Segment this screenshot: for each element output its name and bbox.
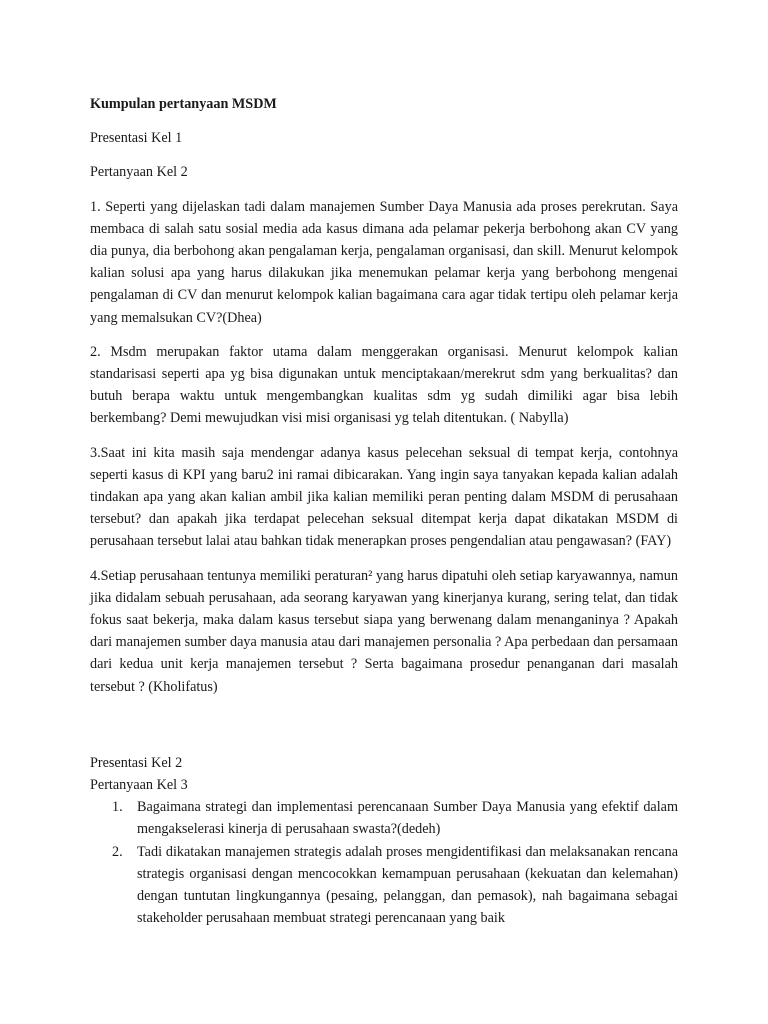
question-list — [90, 796, 678, 929]
question-paragraph: 1. Seperti yang dijelaskan tadi dalam manajemen Sumber Daya Manusia ada proses perekrutan. Saya membaca di salah satu sosial media ada kasus dimana ada pelamar pekerja berbohong akan CV yang dia punya, dia berbohong akan pengalaman kerja, pengalaman organisasi, dan skill. Menurut kelompok kalian solusi apa yang harus dilakukan jika menemukan pelamar kerja yang berbohong mengenai pengalaman di CV dan menurut kelompok kalian bagaimana cara agar tidak tertipu oleh pelamar kerja yang memalsukan CV?(Dhea) — [90, 198, 678, 326]
section-heading-presentasi-kel-2: Presentasi Kel 2 — [90, 754, 183, 771]
question-paragraph: 2. Msdm merupakan faktor utama dalam menggerakan organisasi. Menurut kelompok kalian standarisasi seperti apa yg bisa digunakan untuk menciptakaan/merekrut sdm yang berkualitas? dan butuh berapa waktu untuk mengembangkan kualitas sdm yg sudah dimiliki agar bisa lebih berkembang? Demi mewujudkan visi misi organisasi yg telah ditentukan. ( Nabylla) — [90, 343, 678, 427]
section-subheading-pertanyaan-kel-3: Pertanyaan Kel 3 — [90, 777, 188, 794]
list-item-text: Tadi dikatakan manajemen strategis adalah proses mengidentifikasi dan melaksanakan rencana strategis organisasi dengan mencocokkan kemampuan perusahaan (kekuatan dan kelemahan) dengan tuntutan lingkungannya (pesaing, pelanggan, dan pemasok), nah bagaimana sebagai stakeholder perusahaan membuat strategi perencanaan yang baik — [137, 843, 678, 927]
question-paragraph: 3.Saat ini kita masih saja mendengar adanya kasus pelecehan seksual di tempat kerja, contohnya seperti kasus di KPI yang baru2 ini ramai dibicarakan. Yang ingin saya tanyakan kepada kalian adalah tindakan apa yang akan kalian ambil jika kalian memiliki peran penting dalam MSDM di perusahaan tersebut? dan apakah jika terdapat pelecehan seksual ditempat kerja dapat dikatakan MSDM di perusahaan tersebut lalai atau bahkan tidak menerapkan proses pengendalian atau pengawasan? (FAY) — [90, 444, 678, 550]
list-item — [90, 796, 678, 840]
section-spacer — [90, 710, 678, 752]
section-subheading-pertanyaan-kel-2: Pertanyaan Kel 2 — [90, 164, 188, 181]
question-paragraph: 4.Setiap perusahaan tentunya memiliki peraturan² yang harus dipatuhi oleh setiap karyawannya, namun jika didalam sebuah perusahaan, ada seorang karyawan yang kinerjanya kurang, sering telat, dan tidak fokus saat bekerja, maka dalam kasus tersebut siapa yang berwenang dalam menanganinya ? Apakah dari manajemen sumber daya manusia atau dari manajemen personalia ? Apa perbedaan dan persamaan dari kedua unit kerja manajemen tersebut ? Serta bagaimana prosedur penanganan dari masalah tersebut ? (Kholifatus) — [90, 567, 678, 695]
list-item-number: 1. — [112, 799, 123, 816]
section-heading-presentasi-kel-1: Presentasi Kel 1 — [90, 130, 183, 147]
document-title: Kumpulan pertanyaan MSDM — [90, 96, 277, 112]
list-item-number: 2. — [112, 843, 123, 860]
list-item-text: Bagaimana strategi dan implementasi perencanaan Sumber Daya Manusia yang efektif dalam mengakselerasi kinerja di perusahaan swasta?(dedeh) — [137, 799, 678, 838]
list-item — [90, 841, 678, 930]
document-page — [90, 93, 678, 930]
